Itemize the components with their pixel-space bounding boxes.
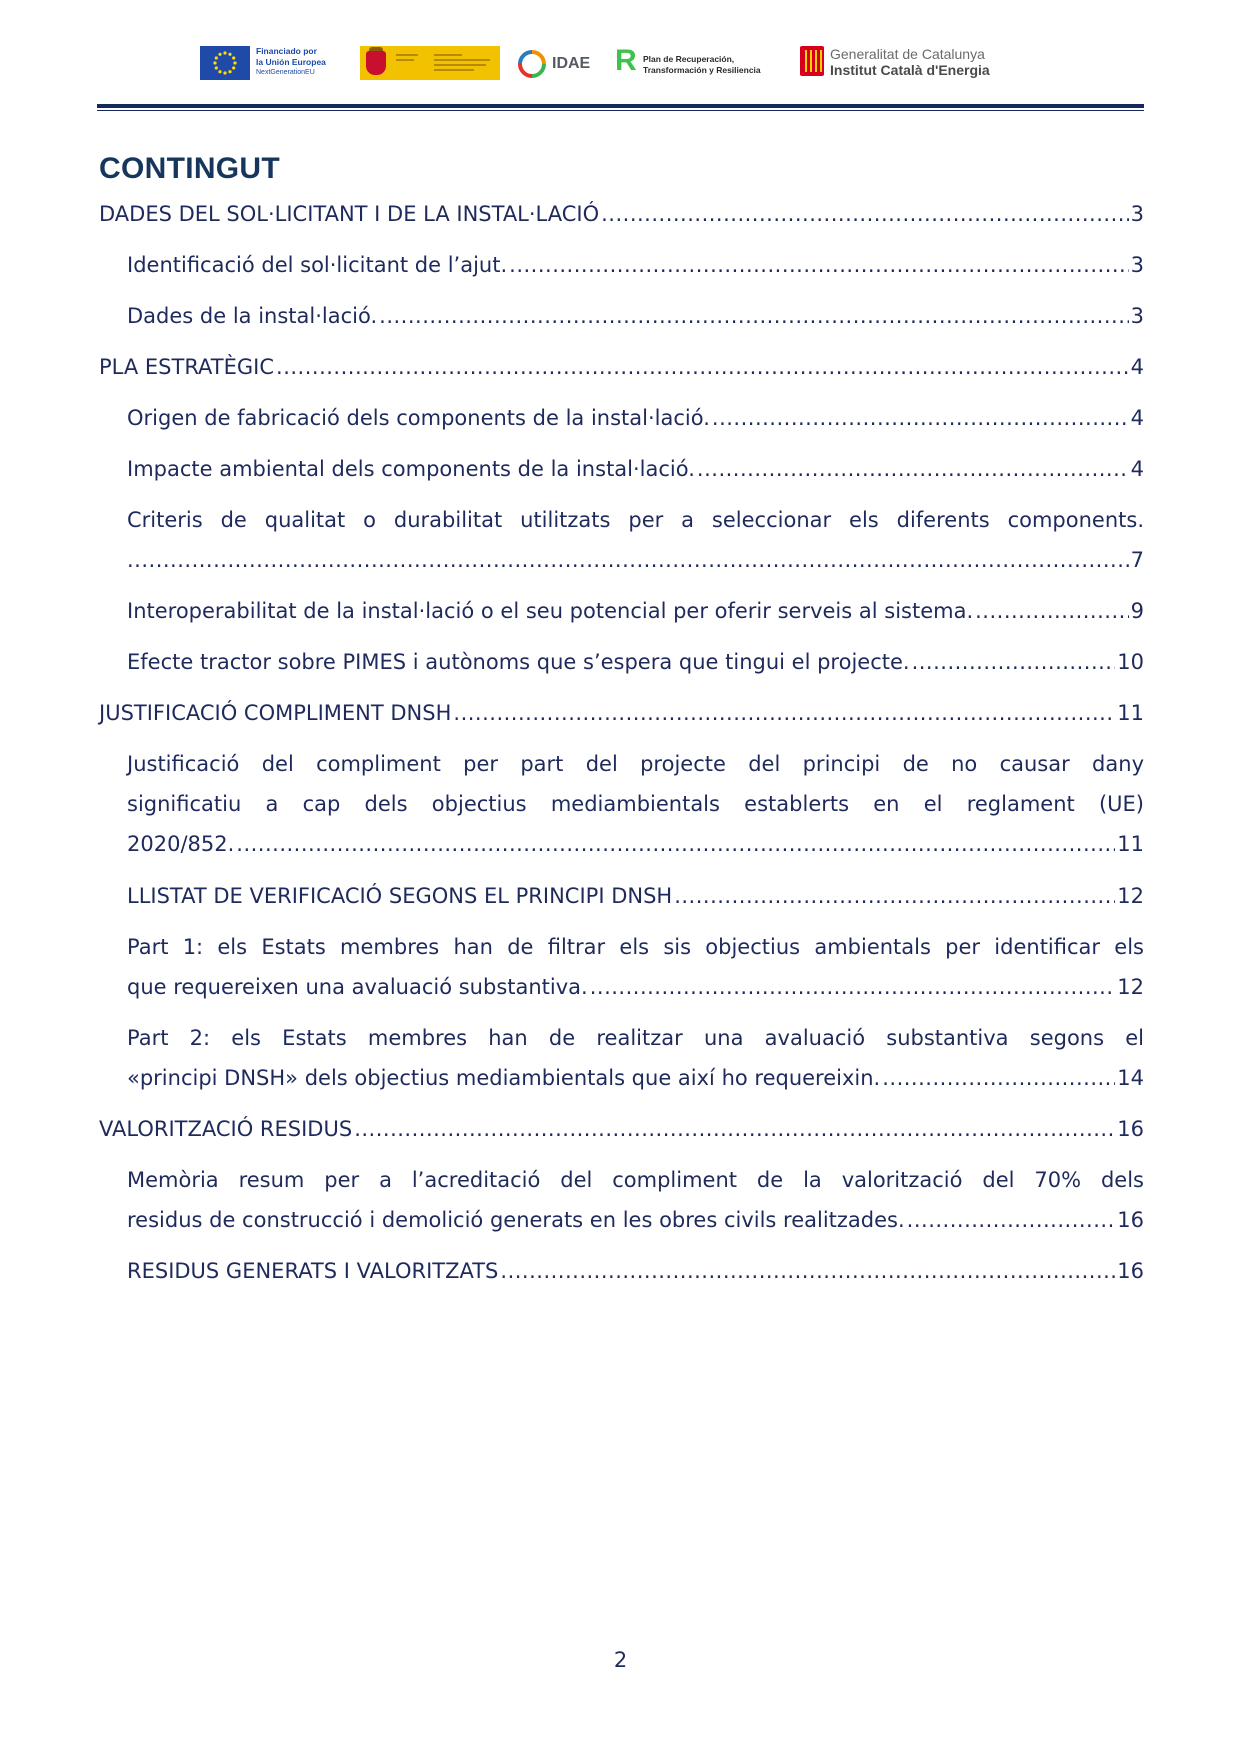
toc-entry[interactable] xyxy=(127,449,1144,489)
toc-entry-line: significatiu a cap dels objectius mediambientals establerts en el reglament (UE) xyxy=(127,792,1144,816)
toc-entry-text: residus de construcció i demolició generats en les obres civils realitzades. xyxy=(127,1208,905,1232)
toc-page: 16 xyxy=(1117,1259,1144,1283)
toc-page: 3 xyxy=(1130,202,1144,226)
toc-entry-text: Identificació del sol·licitant de l’ajut. xyxy=(127,253,508,277)
eu-line1: Financiado por xyxy=(256,46,317,56)
recovery-plan-logo xyxy=(615,46,790,80)
toc-entry-text: LLISTAT DE VERIFICACIÓ SEGONS EL PRINCIPI DNSH xyxy=(127,884,673,908)
idae-logo xyxy=(518,46,610,80)
toc-page: 4 xyxy=(1130,355,1144,379)
toc-entry[interactable] xyxy=(127,1251,1144,1291)
toc-entry[interactable] xyxy=(99,194,1144,234)
toc-entry-text: 2020/852. xyxy=(127,832,235,856)
toc-leader xyxy=(453,693,1115,733)
catalan-emblem-icon xyxy=(800,46,824,76)
toc-title: CONTINGUT xyxy=(99,152,281,185)
toc-leader xyxy=(236,824,1115,864)
toc-page: 14 xyxy=(1117,1066,1144,1090)
header-logos xyxy=(200,42,1040,92)
toc-entry-text: Impacte ambiental dels components de la instal·lació. xyxy=(127,457,695,481)
toc-entry-text: RESIDUS GENERATS I VALORITZATS xyxy=(127,1259,499,1283)
toc-leader xyxy=(912,642,1116,682)
generalitat-line1: Generalitat de Catalunya xyxy=(830,46,985,62)
recovery-plan-line2: Transformación y Resiliencia xyxy=(643,65,761,75)
toc-entry[interactable] xyxy=(127,1160,1144,1240)
toc-entry-text: que requereixen una avaluació substantiva. xyxy=(127,975,588,999)
toc-entry[interactable] xyxy=(127,927,1144,1007)
spain-government-logo xyxy=(360,46,500,80)
toc-page: 9 xyxy=(1130,599,1144,623)
toc-entry-text: Interoperabilitat de la instal·lació o el seu potencial per oferir serveis al sistema. xyxy=(127,599,974,623)
toc-page: 4 xyxy=(1130,457,1144,481)
toc-entry-text: VALORITZACIÓ RESIDUS xyxy=(99,1117,353,1141)
toc-page: 16 xyxy=(1117,1208,1144,1232)
toc-page: 3 xyxy=(1130,253,1144,277)
toc-entry-text: «principi DNSH» dels objectius mediambientals que així ho requereixin. xyxy=(127,1066,881,1090)
generalitat-line2: Institut Català d'Energia xyxy=(830,62,990,78)
toc-leader xyxy=(697,449,1129,489)
toc-entry[interactable] xyxy=(127,296,1144,336)
toc-page: 3 xyxy=(1130,304,1144,328)
toc-entry[interactable] xyxy=(127,744,1144,864)
toc-leader xyxy=(674,876,1115,916)
generalitat-logo xyxy=(800,42,1030,82)
toc-page: 16 xyxy=(1117,1117,1144,1141)
toc-page: 7 xyxy=(1130,548,1144,572)
toc-leader xyxy=(509,245,1128,285)
toc-entry-text: PLA ESTRATÈGIC xyxy=(99,355,275,379)
spain-shield-icon xyxy=(366,51,386,75)
toc-entry[interactable] xyxy=(127,500,1144,580)
toc-leader xyxy=(712,398,1129,438)
toc-entry[interactable] xyxy=(127,591,1144,631)
toc-leader xyxy=(975,591,1129,631)
page-number: 2 xyxy=(613,1648,628,1672)
toc-entry-line: Part 2: els Estats membres han de realitzar una avaluació substantiva segons el xyxy=(127,1026,1144,1050)
toc-entry-text: Origen de fabricació dels components de la instal·lació. xyxy=(127,406,710,430)
toc-entry-text: Efecte tractor sobre PIMES i autònoms que s’espera que tingui el projecte. xyxy=(127,650,910,674)
toc-leader xyxy=(379,296,1128,336)
eu-line3: NextGenerationEU xyxy=(256,69,315,76)
toc-leader xyxy=(590,967,1116,1007)
toc-entry-text: JUSTIFICACIÓ COMPLIMENT DNSH xyxy=(99,701,452,725)
toc-leader xyxy=(882,1058,1115,1098)
toc-page: 4 xyxy=(1130,406,1144,430)
recovery-plan-line1: Plan de Recuperación, xyxy=(643,54,735,64)
toc-entry[interactable] xyxy=(99,347,1144,387)
toc-page: 11 xyxy=(1117,832,1144,856)
toc-leader xyxy=(907,1200,1116,1240)
toc-entry[interactable] xyxy=(99,1109,1144,1149)
toc-page: 12 xyxy=(1117,975,1144,999)
eu-flag-logo xyxy=(200,46,250,80)
eu-line2: la Unión Europea xyxy=(256,57,326,67)
toc-leader xyxy=(601,194,1129,234)
idae-ring-icon xyxy=(518,50,546,78)
toc-entry-line: Justificació del compliment per part del projecte del principi de no causar dany xyxy=(127,752,1144,776)
toc-page: 12 xyxy=(1117,884,1144,908)
toc-entry-line: Criteris de qualitat o durabilitat utilitzats per a seleccionar els diferents components. xyxy=(127,508,1144,532)
toc-entry[interactable] xyxy=(127,642,1144,682)
toc-entry-line: Part 1: els Estats membres han de filtrar els sis objectius ambientals per identificar els xyxy=(127,935,1144,959)
toc-entry[interactable] xyxy=(127,1018,1144,1098)
header-rule-thin xyxy=(97,110,1144,111)
toc-page: 10 xyxy=(1117,650,1144,674)
eu-funding-text xyxy=(256,46,356,78)
toc-entry-line: Memòria resum per a l’acreditació del compliment de la valorització del 70% dels xyxy=(127,1168,1144,1192)
recovery-plan-mark: R xyxy=(615,44,637,77)
idae-name: IDAE xyxy=(552,55,591,72)
toc-leader xyxy=(276,347,1129,387)
header-rule-thick xyxy=(97,104,1144,108)
toc-entry[interactable] xyxy=(127,876,1144,916)
toc-entry[interactable] xyxy=(99,693,1144,733)
toc-page: 11 xyxy=(1117,701,1144,725)
toc-entry[interactable] xyxy=(127,245,1144,285)
toc-entry-text: Dades de la instal·lació. xyxy=(127,304,378,328)
toc-leader xyxy=(500,1251,1115,1291)
toc-entry[interactable] xyxy=(127,398,1144,438)
toc-entry-text: DADES DEL SOL·LICITANT I DE LA INSTAL·LACIÓ xyxy=(99,202,600,226)
toc-leader xyxy=(354,1109,1115,1149)
toc-leader xyxy=(127,540,1129,580)
